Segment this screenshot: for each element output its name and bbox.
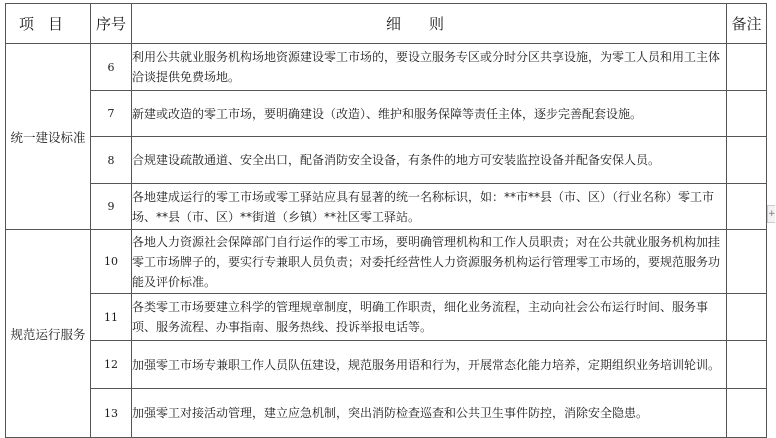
seq-cell: 6 [91,44,132,91]
note-cell [727,341,767,389]
detail-cell: 合规建设疏散通道、安全出口，配备消防安全设备，有条件的地方可安装监控设备并配备安保人员。 [132,137,727,184]
header-detail: 细则 [132,4,727,44]
note-cell [727,44,767,91]
seq-cell: 9 [91,184,132,230]
seq-cell: 7 [91,91,132,137]
regulation-table [5,3,767,438]
note-cell [727,137,767,184]
table-row [6,230,767,294]
category-cell: 规范运行服务 [6,230,91,438]
table-row [6,44,767,91]
detail-cell: 各类零工市场要建立科学的管理规章制度，明确工作职责，细化业务流程，主动向社会公布运行时间、服务事项、服务流程、办事指南、服务热线、投诉举报电话等。 [132,294,727,341]
note-cell [727,294,767,341]
header-seq: 序号 [91,4,132,44]
detail-cell: 加强零工市场专兼职工作人员队伍建设，规范服务用语和行为，开展常态化能力培养，定期组织业务培训轮训。 [132,341,727,389]
table-row [6,341,767,389]
seq-cell: 11 [91,294,132,341]
header-note: 备注 [727,4,767,44]
table-row [6,184,767,230]
note-cell [727,230,767,294]
detail-cell: 加强零工对接活动管理，建立应急机制，突出消防检查巡查和公共卫生事件防控，消除安全隐患。 [132,389,727,438]
table-row [6,389,767,438]
seq-cell: 12 [91,341,132,389]
detail-cell: 利用公共就业服务机构场地资源建设零工市场的，要设立服务专区或分时分区共享设施，为零工人员和用工主体洽谈提供免费场地。 [132,44,727,91]
table-row [6,91,767,137]
header-item: 项目 [6,4,91,44]
note-cell [727,184,767,230]
detail-cell: 各地建成运行的零工市场或零工驿站应具有显著的统一名称标识，如：**市**县（市、区）（行业名称）零工市场、**县（市、区）**街道（乡镇）**社区零工驿站。 [132,184,727,230]
table-row [6,137,767,184]
detail-cell: 各地人力资源社会保障部门自行运作的零工市场，要明确管理机构和工作人员职责；对在公共就业服务机构加挂零工市场牌子的，要实行专兼职人员负责；对委托经营性人力资源服务机构运行管理零工市场的，要规范服务功能及评价标准。 [132,230,727,294]
note-cell [727,91,767,137]
expand-handle-icon[interactable]: + [767,205,775,223]
detail-cell: 新建或改造的零工市场，要明确建设（改造）、维护和服务保障等责任主体，逐步完善配套设施。 [132,91,727,137]
note-cell [727,389,767,438]
seq-cell: 8 [91,137,132,184]
header-row [6,4,767,44]
category-cell: 统一建设标准 [6,44,91,230]
table-row [6,294,767,341]
seq-cell: 10 [91,230,132,294]
seq-cell: 13 [91,389,132,438]
